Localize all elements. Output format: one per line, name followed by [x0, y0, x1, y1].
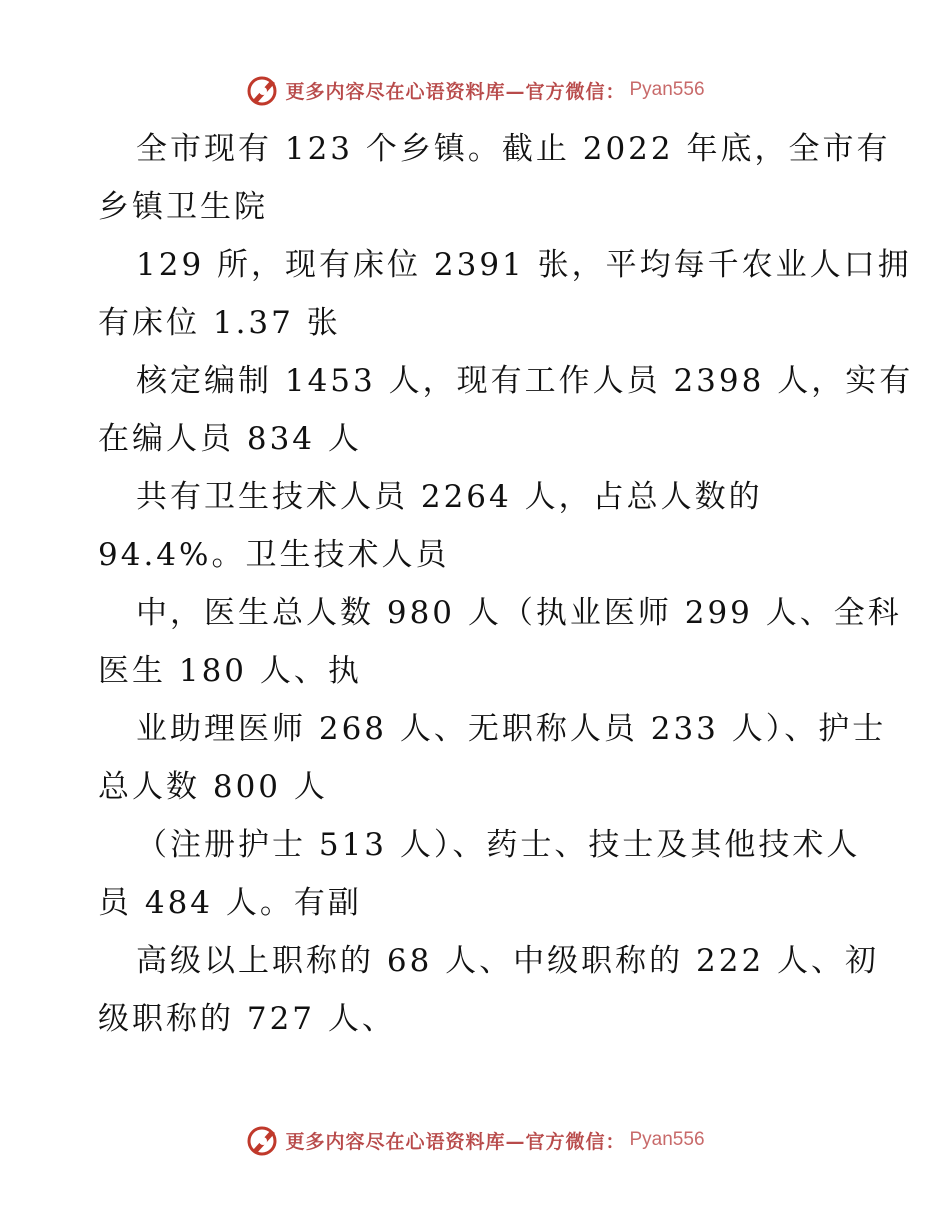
footer-banner — [0, 1118, 950, 1162]
text-line: 高级以上职称的 68 人、中级职称的 222 人、初 — [136, 943, 880, 979]
header-banner — [0, 68, 950, 112]
text-line: 共有卫生技术人员 2264 人，占总人数的 — [136, 479, 763, 515]
pen-logo-icon — [245, 1122, 281, 1158]
banner-text: 更多内容尽在心语资料库—官方微信： — [285, 1130, 626, 1153]
text-line: 全市现有 123 个乡镇。截止 2022 年底，全市有 — [136, 131, 891, 167]
text-line: 94.4%。卫生技术人员 — [98, 537, 450, 573]
text-line: 总人数 800 人 — [98, 769, 328, 805]
text-line: 有床位 1.37 张 — [98, 305, 341, 341]
text-line: 中，医生总人数 980 人（执业医师 299 人、全科 — [136, 595, 902, 631]
text-line: 级职称的 727 人、 — [98, 1001, 396, 1037]
document-body — [98, 120, 914, 1048]
text-line: 乡镇卫生院 — [98, 189, 268, 225]
text-line: （注册护士 513 人）、药士、技士及其他技术人 — [136, 827, 861, 863]
text-line: 医生 180 人、执 — [98, 653, 362, 689]
text-line: 129 所，现有床位 2391 张，平均每千农业人口拥 — [136, 247, 912, 283]
text-line: 员 484 人。有副 — [98, 885, 362, 921]
pen-logo-icon — [245, 72, 281, 108]
text-line: 业助理医师 268 人、无职称人员 233 人）、护士 — [136, 711, 887, 747]
text-line: 核定编制 1453 人，现有工作人员 2398 人，实有 — [136, 363, 914, 399]
banner-text: 更多内容尽在心语资料库—官方微信： — [285, 80, 626, 103]
text-line: 在编人员 834 人 — [98, 421, 362, 457]
banner-brand: Pyan556 — [629, 79, 705, 100]
banner-brand: Pyan556 — [629, 1129, 705, 1150]
